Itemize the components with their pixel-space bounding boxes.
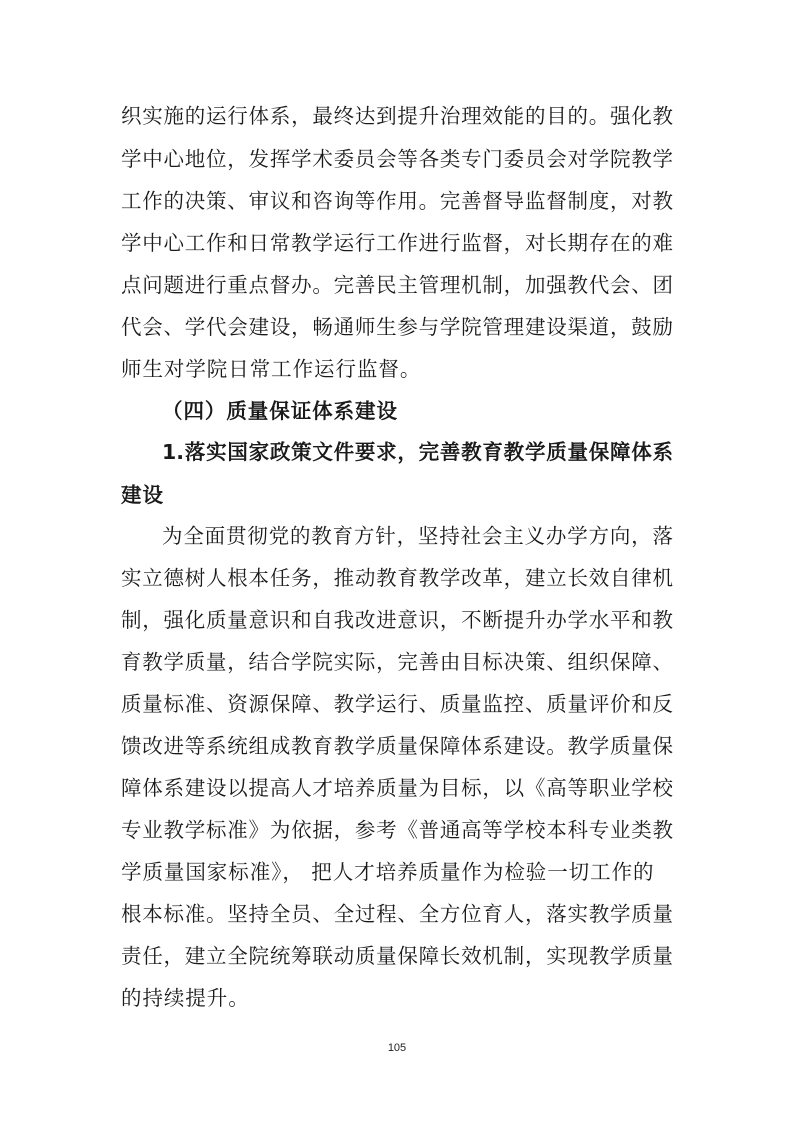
paragraph-line: 责任，建立全院统筹联动质量保障长效机制，实现教学质量 <box>121 944 673 968</box>
body-line: 学中心工作和日常教学运行工作进行监督，对长期存在的难 <box>121 231 673 255</box>
paragraph-line: 实立德树人根本任务，推动教育教学改革，建立长效自律机 <box>121 566 673 590</box>
paragraph-line: 馈改进等系统组成教育教学质量保障体系建设。教学质量保 <box>121 734 673 758</box>
paragraph-line: 专业教学标准》为依据，参考《普通高等学校本科专业类教 <box>121 818 673 842</box>
body-line: 织实施的运行体系，最终达到提升治理效能的目的。强化教 <box>121 104 673 128</box>
subsection-heading-cont: 建设 <box>121 483 164 507</box>
paragraph-line: 为全面贯彻党的教育方针，坚持社会主义办学方向，落 <box>162 524 673 548</box>
subsection-heading: 1.落实国家政策文件要求，完善教育教学质量保障体系 <box>162 440 673 464</box>
paragraph-line: 质量标准、资源保障、教学运行、质量监控、质量评价和反 <box>121 692 673 716</box>
paragraph-line: 制，强化质量意识和自我改进意识，不断提升办学水平和教 <box>121 608 673 632</box>
body-line: 代会、学代会建设，畅通师生参与学院管理建设渠道，鼓励 <box>121 315 673 339</box>
paragraph-line: 学质量国家标准》， 把人才培养质量作为检验一切工作的 <box>121 860 655 884</box>
body-line: 学中心地位，发挥学术委员会等各类专门委员会对学院教学 <box>121 147 673 171</box>
body-line: 工作的决策、审议和咨询等作用。完善督导监督制度，对教 <box>121 189 673 213</box>
page-number: 105 <box>387 1042 407 1054</box>
section-heading: （四）质量保证体系建设 <box>162 399 398 423</box>
paragraph-line: 育教学质量，结合学院实际，完善由目标决策、组织保障、 <box>121 650 673 674</box>
paragraph-line: 的持续提升。 <box>121 986 250 1010</box>
paragraph-line: 根本标准。坚持全员、全过程、全方位育人，落实教学质量 <box>121 902 673 926</box>
body-line: 师生对学院日常工作运行监督。 <box>121 357 422 381</box>
paragraph-line: 障体系建设以提高人才培养质量为目标，以《高等职业学校 <box>121 776 673 800</box>
body-line: 点问题进行重点督办。完善民主管理机制，加强教代会、团 <box>121 273 673 297</box>
